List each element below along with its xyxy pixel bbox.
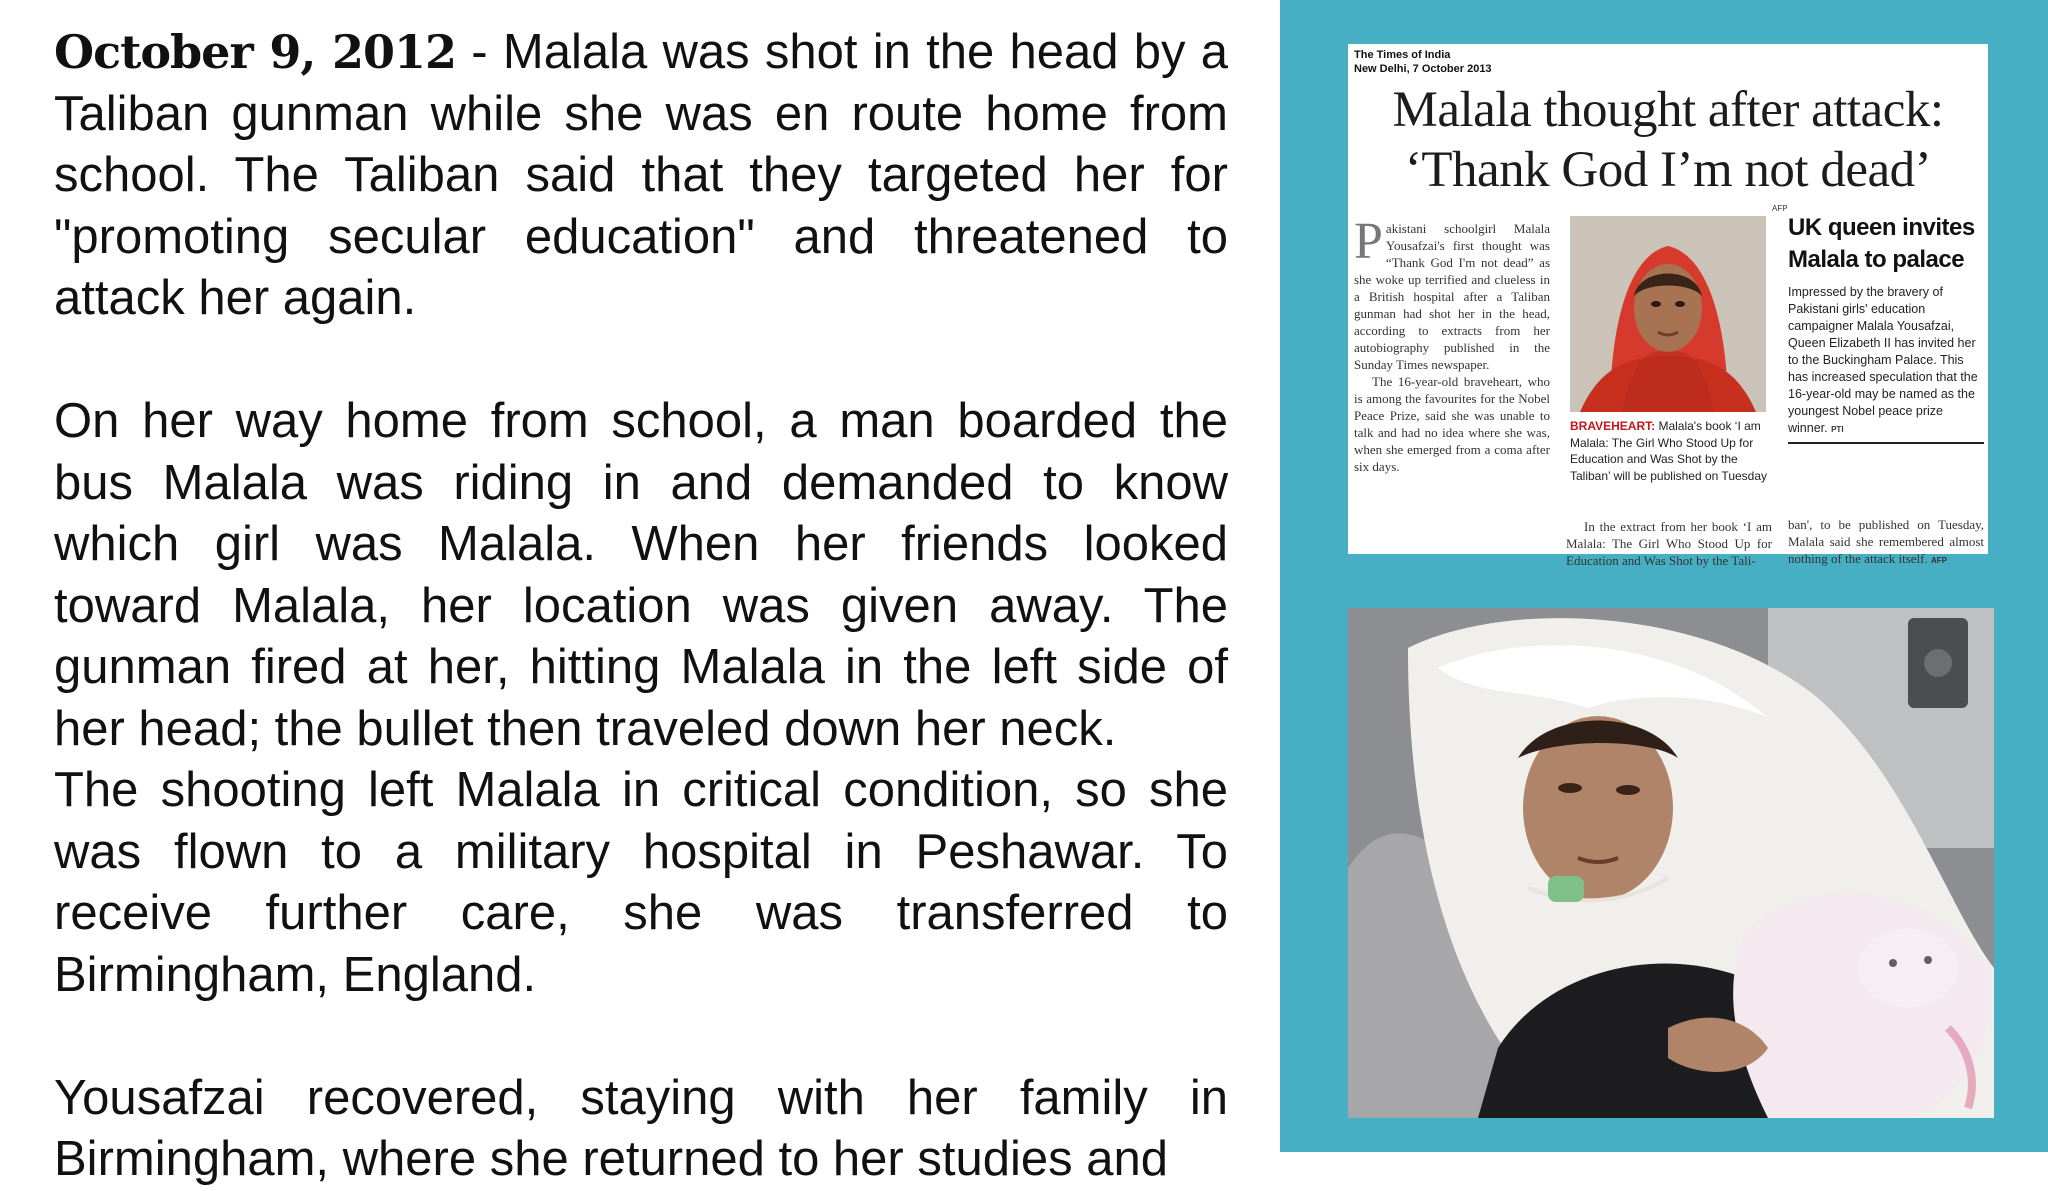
subhead-line-1: UK queen invites — [1788, 214, 1975, 241]
malala-portrait-image — [1570, 216, 1766, 412]
article-text — [54, 22, 1229, 1186]
clipping-subhead — [1788, 212, 1984, 276]
masthead-dateline: New Delhi, 7 October 2013 — [1354, 63, 1492, 75]
clipping-column-1 — [1354, 213, 1550, 475]
column-3-body — [1788, 284, 1984, 444]
masthead-paper-name: The Times of India — [1354, 49, 1451, 61]
column-1-text: akistani schoolgirl Malala Yousafzai's first thought was “Thank God I'm not dead” as she woke up terrified and clueless in a British hospital after a Taliban gunman had shot her in the head, according to extracts from her autobiography published in the Sunday Times newspaper. — [1354, 221, 1550, 372]
hospital-photo — [1348, 608, 1994, 1118]
caption-text: Malala's book ‘I am Malala: The Girl Who Stood Up for Education and Was Shot by the Taliban’ will be published on Tuesday — [1570, 419, 1768, 483]
portrait-illustration — [1570, 216, 1766, 412]
paragraph-2: On her way home from school, a man boarded the bus Malala was riding in and demanded to know which girl was Malala. When her friends looked toward Malala, her location was given away. The gunman fired at her, hitting Malala in the left side of her head; the bullet then traveled down her neck. — [54, 394, 1228, 756]
caption-label: BRAVEHEART: — [1570, 419, 1656, 433]
paragraph-4: Yousafzai recovered, staying with her family in Birmingham, where she returned to her studies and — [54, 1070, 1228, 1186]
clipping-headline — [1348, 80, 1988, 200]
image-panel — [1280, 0, 2048, 1152]
paragraph-3: The shooting left Malala in critical condition, so she was flown to a military hospital in Peshawar. To receive further care, she was transferred to Birmingham, England. — [54, 763, 1228, 1002]
paragraph-1-text: - Malala was shot in the head by a Taliban gunman while she was en route home from school. The Taliban said that they targeted her for "promoting secular education" and threatened to attack her again. — [54, 25, 1229, 325]
drop-cap: P — [1354, 213, 1383, 270]
photo-credit: AFP — [1772, 204, 1788, 213]
newspaper-clipping — [1348, 44, 1988, 568]
clipping-column-3-continued — [1788, 516, 1984, 569]
clipping-column-2: In the extract from her book ‘I am Malala: The Girl Who Stood Up for Education and Was Shot by the Tali- — [1566, 519, 1772, 568]
headline-line-1: Malala thought after attack: — [1392, 82, 1944, 138]
clipping-masthead — [1354, 48, 1492, 76]
hospital-photo-illustration — [1348, 608, 1994, 1118]
column-3b-text: ban', to be published on Tuesday, Malala said she remembered almost nothing of the attack itself. — [1788, 517, 1984, 566]
headline-line-2: ‘Thank God I’m not dead’ — [1404, 142, 1932, 198]
portrait-caption — [1570, 418, 1776, 484]
column-3b-tag: AFP — [1930, 556, 1947, 565]
column-3-tag: PTI — [1831, 425, 1844, 434]
column-1-text-2: The 16-year-old braveheart, who is among the favourites for the Nobel Peace Prize, said she was unable to talk and had no idea where she was, when she emerged from a coma after six days. — [1354, 374, 1550, 474]
column-3-text: Impressed by the bravery of Pakistani girls' education campaigner Malala Yousafzai, Queen Elizabeth II has invited her to the Buckingham Palace. This has increased speculation that the 16-year-old may be named as the youngest Nobel peace prize winner. — [1788, 285, 1978, 435]
clipping-column-3 — [1788, 284, 1984, 444]
subhead-line-2: Malala to palace — [1788, 246, 1965, 273]
paragraph-1 — [54, 22, 1228, 330]
article-date: October 9, 2012 — [54, 25, 457, 79]
